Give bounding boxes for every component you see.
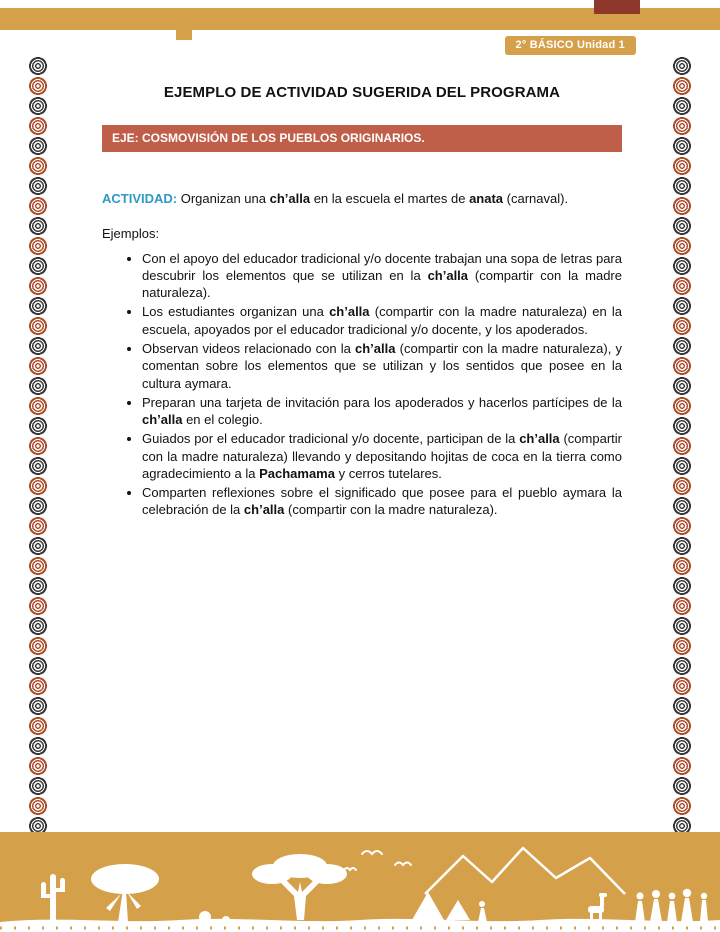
footer-illustration <box>0 832 720 932</box>
activity-text: Organizan una ch’alla en la escuela el martes de anata (carnaval). <box>177 191 569 206</box>
examples-list <box>102 250 622 519</box>
example-item: • Los estudiantes organizan una ch’alla (compartir con la madre naturaleza) en la escuela, apoyados por el educador tradicional y/o docente, y los apoderados. <box>142 303 622 338</box>
top-left-notch <box>176 30 192 40</box>
left-ethnic-border <box>28 56 48 832</box>
ground-silhouette <box>0 919 720 932</box>
example-item: • Preparan una tarjeta de invitación para los apoderados y hacerlos partícipes de la ch’alla en el colegio. <box>142 394 622 429</box>
activity-label: ACTIVIDAD: <box>102 191 178 206</box>
footer-landscape-art <box>0 832 720 932</box>
example-item: • Comparten reflexiones sobre el significado que posee para el pueblo aymara la celebración de la ch’alla (compartir con la madre naturaleza). <box>142 484 622 519</box>
unit-badge: 2° BÁSICO Unidad 1 <box>505 36 636 55</box>
example-item: • Con el apoyo del educador tradicional y/o docente trabajan una sopa de letras para descubrir los elementos que se utilizan en la ch’alla (compartir con la madre naturaleza). <box>142 250 622 302</box>
activity-line <box>102 190 622 208</box>
eje-header-bar: EJE: COSMOVISIÓN DE LOS PUEBLOS ORIGINARIOS. <box>102 125 622 152</box>
shrub-silhouette <box>222 916 230 924</box>
shrub-silhouette <box>199 911 211 923</box>
page-title: EJEMPLO DE ACTIVIDAD SUGERIDA DEL PROGRAMA <box>163 84 561 101</box>
examples-label: Ejemplos: <box>102 225 160 241</box>
right-ethnic-border <box>672 56 692 832</box>
top-right-red-tab <box>594 0 640 14</box>
example-item: • Guiados por el educador tradicional y/o docente, participan de la ch’alla (compartir con la madre naturaleza) llevando y depositando hojitas de coca en la tierra como agradecimiento a la Pachamama y cerros tutelares. <box>142 430 622 482</box>
document-content <box>102 84 622 521</box>
example-item: • Observan videos relacionado con la ch’alla (compartir con la madre naturaleza), y comentan sobre los elementos que se utilizan y los sentidos que posee en la cultura aymara. <box>142 340 622 392</box>
